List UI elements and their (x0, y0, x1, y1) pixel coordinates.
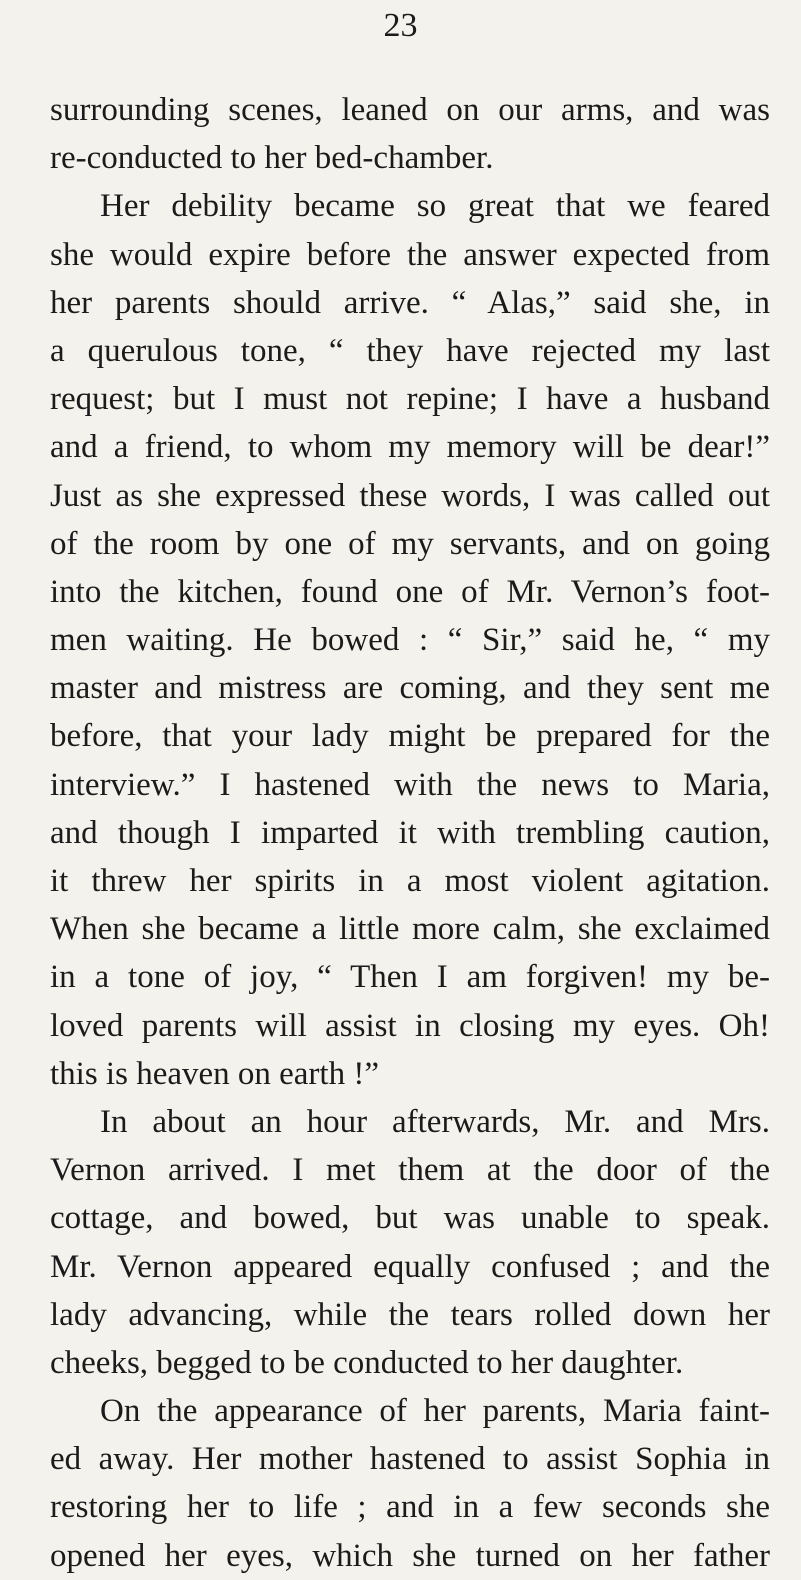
text-line: into the kitchen, found one of Mr. Vernon’s foot- (50, 573, 770, 610)
text-line: she would expire before the answer expected from (50, 236, 770, 273)
text-line: her parents should arrive. “ Alas,” said she, in (50, 284, 770, 321)
text-line: Mr. Vernon appeared equally confused ; and the (50, 1248, 770, 1285)
text-line: re-conducted to her bed-chamber. (50, 140, 494, 177)
text-line: On the appearance of her parents, Maria faint- (100, 1393, 770, 1430)
text-line: before, that your lady might be prepared for the (50, 718, 770, 755)
text-line: men waiting. He bowed : “ Sir,” said he, “ my (50, 622, 770, 659)
text-line: When she became a little more calm, she exclaimed (50, 911, 770, 948)
text-line: opened her eyes, which she turned on her father (50, 1537, 770, 1574)
page-number: 23 (383, 7, 418, 44)
text-line: restoring her to life ; and in a few seconds she (50, 1489, 770, 1526)
text-line: it threw her spirits in a most violent agitation. (50, 863, 770, 899)
text-line: ed away. Her mother hastened to assist Sophia in (50, 1441, 770, 1478)
text-line: interview.” I hastened with the news to Maria, (50, 766, 770, 803)
text-line: lady advancing, while the tears rolled down her (50, 1296, 770, 1333)
text-line: request; but I must not repine; I have a husband (50, 381, 770, 418)
text-line: In about an hour afterwards, Mr. and Mrs. (100, 1103, 770, 1140)
text-line: master and mistress are coming, and they sent me (50, 670, 770, 707)
text-line: this is heaven on earth !” (50, 1055, 379, 1092)
text-line: Just as she expressed these words, I was called out (50, 477, 770, 514)
text-line: loved parents will assist in closing my eyes. Oh! (50, 1007, 770, 1044)
text-line: of the room by one of my servants, and on going (50, 525, 770, 562)
text-line: and though I imparted it with trembling caution, (50, 814, 770, 851)
text-line: cottage, and bowed, but was unable to speak. (50, 1200, 770, 1237)
text-line: surrounding scenes, leaned on our arms, and was (50, 92, 770, 128)
text-line: and a friend, to whom my memory will be dear!” (50, 429, 770, 466)
text-line: Her debility became so great that we feared (100, 188, 770, 225)
text-line: in a tone of joy, “ Then I am forgiven! my be- (50, 959, 770, 996)
body-text (50, 86, 770, 1580)
text-line: a querulous tone, “ they have rejected my last (50, 332, 770, 369)
text-line: Vernon arrived. I met them at the door of the (50, 1152, 770, 1189)
text-line: cheeks, begged to be conducted to her daughter. (50, 1344, 684, 1381)
